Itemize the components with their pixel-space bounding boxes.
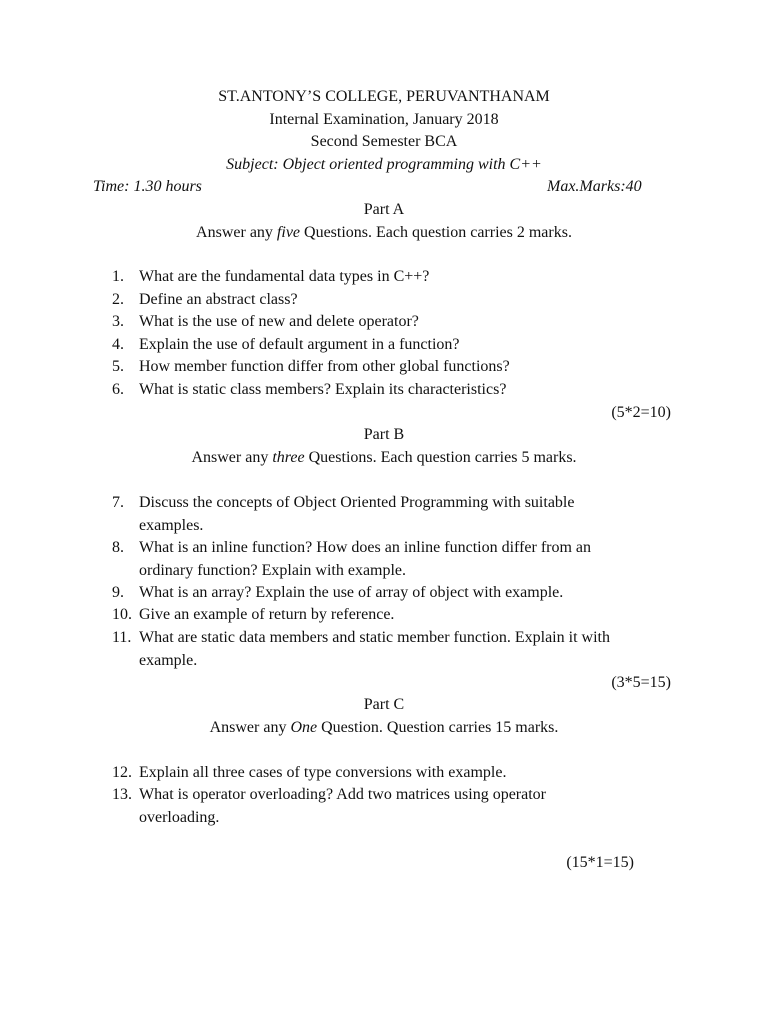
question-12: [112, 762, 692, 785]
question-number: 2.: [112, 291, 124, 308]
question-2: [112, 289, 692, 312]
part-b-marks: (3*5=15): [611, 674, 671, 691]
instr-text: Question. Question carries 15 marks.: [317, 719, 559, 736]
max-marks: Max.Marks:40: [547, 178, 642, 195]
question-number: 7.: [112, 494, 124, 511]
question-text: Give an example of return by reference.: [139, 606, 395, 623]
question-number: 3.: [112, 313, 124, 330]
part-b-title: Part B: [363, 426, 405, 443]
instr-text: Questions. Each question carries 5 marks.: [304, 449, 577, 466]
question-number: 8.: [112, 539, 124, 556]
question-text: What is static class members? Explain its characteristics?: [139, 381, 507, 398]
question-6: [112, 379, 692, 402]
question-number: 10.: [112, 606, 132, 623]
question-number: 11.: [112, 629, 132, 646]
question-5: [112, 356, 692, 379]
question-text: What is an inline function? How does an inline function differ from an: [139, 539, 592, 556]
question-text: What is an array? Explain the use of array of object with example.: [139, 584, 564, 601]
part-a-marks: (5*2=10): [611, 404, 671, 421]
instr-text: Questions. Each question carries 2 marks.: [300, 224, 572, 241]
instr-emphasis: three: [272, 449, 305, 466]
question-text-continued: ordinary function? Explain with example.: [139, 561, 407, 579]
instr-emphasis: One: [290, 719, 318, 736]
subject: Subject: Object oriented programming with C++: [226, 156, 542, 173]
question-text: Explain the use of default argument in a function?: [139, 336, 460, 353]
question-text-continued: example.: [139, 651, 198, 669]
instr-text: Answer any: [191, 449, 273, 466]
question-number: 9.: [112, 584, 124, 601]
question-number: 12.: [112, 764, 132, 781]
question-text: What are the fundamental data types in C++?: [139, 268, 430, 285]
question-11: [112, 627, 692, 672]
instr-text: Answer any: [209, 719, 291, 736]
part-a-title: Part A: [363, 201, 405, 218]
part-c-instructions: [0, 717, 768, 740]
question-number: 5.: [112, 358, 124, 375]
question-text: Define an abstract class?: [139, 291, 298, 308]
exam-title: Internal Examination, January 2018: [269, 111, 499, 128]
part-c-title: Part C: [363, 696, 405, 713]
question-4: [112, 334, 692, 357]
question-number: 1.: [112, 268, 124, 285]
question-text: What is the use of new and delete operator?: [139, 313, 419, 330]
question-text-continued: examples.: [139, 516, 204, 534]
question-text: What is operator overloading? Add two matrices using operator: [139, 786, 546, 803]
question-text: What are static data members and static member function. Explain it with: [139, 629, 610, 646]
instr-emphasis: five: [276, 224, 301, 241]
part-b-instructions: [0, 447, 768, 470]
part-c-marks: (15*1=15): [566, 854, 634, 871]
question-10: [112, 604, 692, 627]
instr-text: Answer any: [196, 224, 277, 241]
question-number: 4.: [112, 336, 124, 353]
college-name: ST.ANTONY’S COLLEGE, PERUVANTHANAM: [218, 88, 550, 105]
question-3: [112, 311, 692, 334]
question-1: [112, 266, 692, 289]
question-13: [112, 784, 692, 829]
question-text-continued: overloading.: [139, 808, 220, 826]
question-number: 13.: [112, 786, 132, 803]
question-7: [112, 492, 692, 537]
semester: Second Semester BCA: [310, 133, 458, 150]
question-text: Explain all three cases of type conversions with example.: [139, 764, 507, 781]
question-8: [112, 537, 692, 582]
question-9: [112, 582, 692, 605]
question-number: 6.: [112, 381, 124, 398]
part-a-instructions: [0, 222, 768, 245]
question-text: Discuss the concepts of Object Oriented Programming with suitable: [139, 494, 575, 511]
exam-time: Time: 1.30 hours: [93, 178, 202, 195]
question-text: How member function differ from other global functions?: [139, 358, 510, 375]
